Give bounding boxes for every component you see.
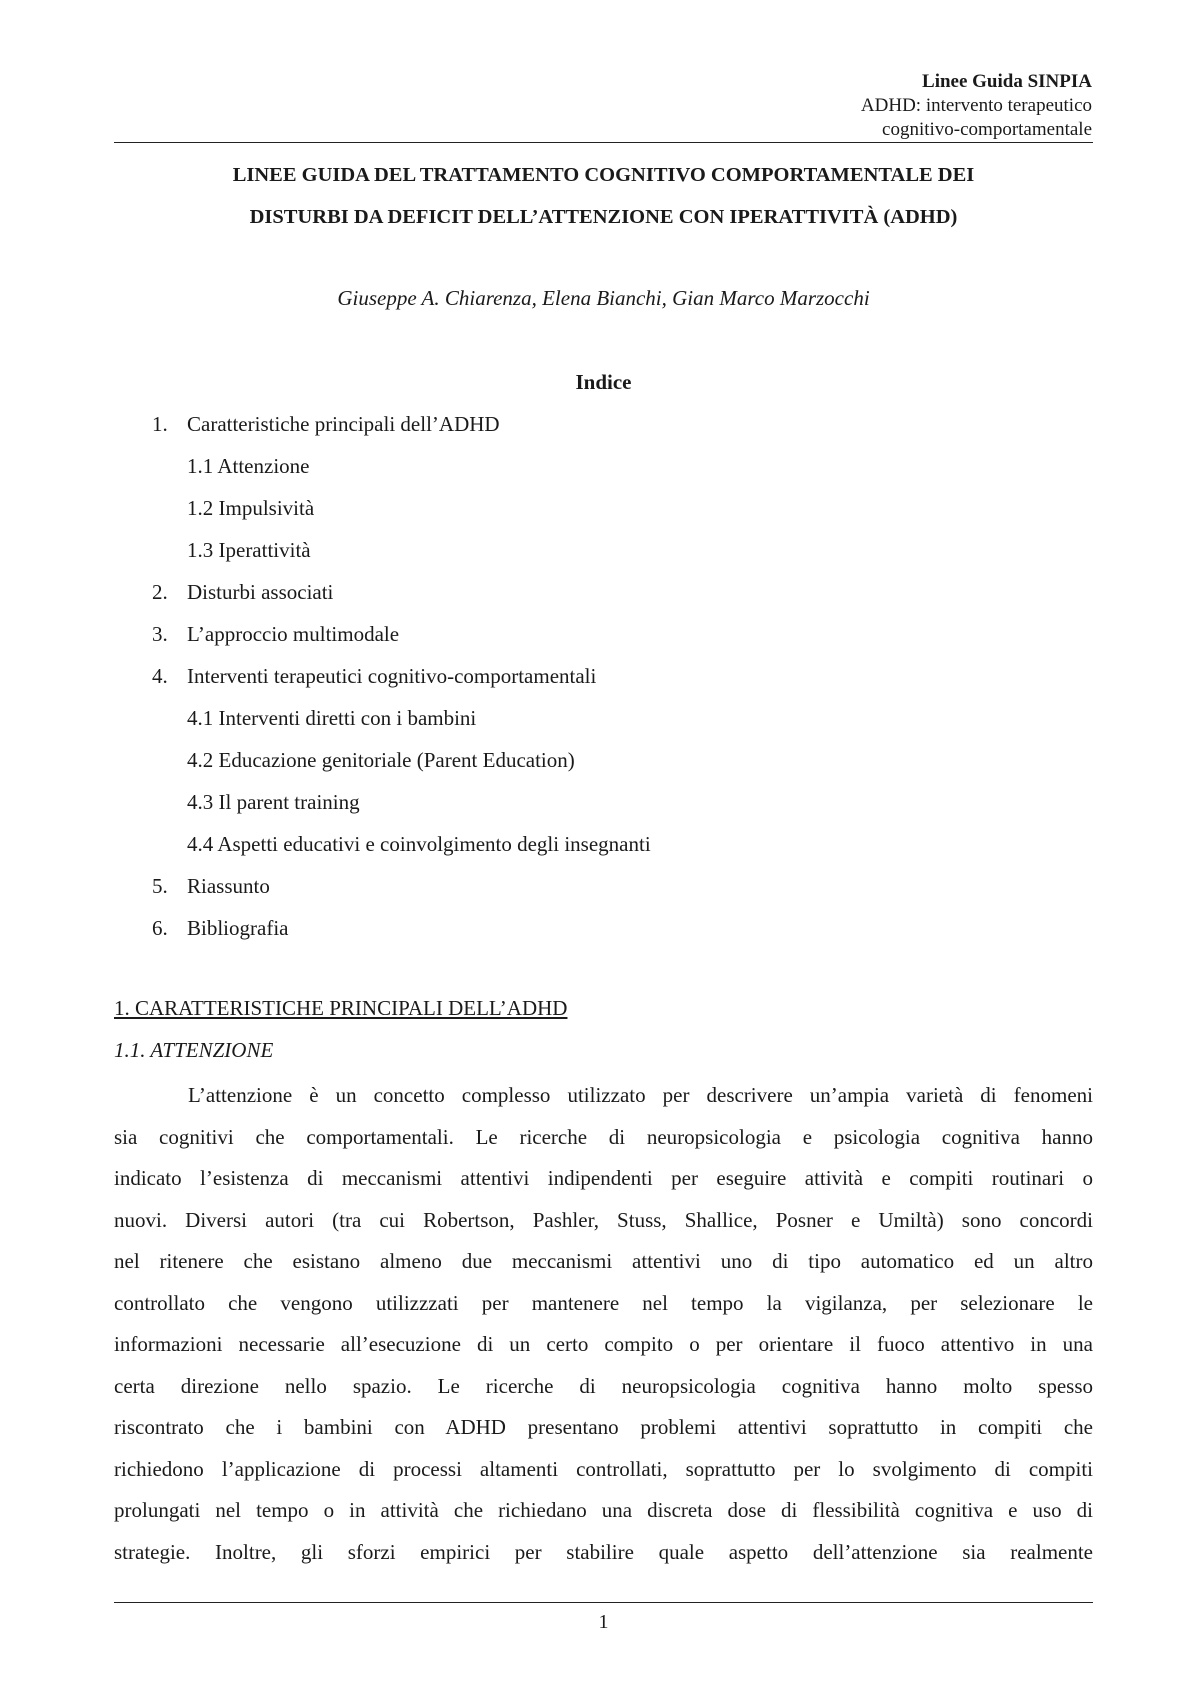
header-brand: Linee Guida SINPIA — [922, 71, 1092, 92]
toc-item — [0, 621, 1200, 663]
header-subtitle-line1: ADHD: intervento terapeutico — [860, 95, 1092, 116]
table-of-contents — [0, 411, 1200, 957]
toc-item-label: Bibliografia — [187, 916, 289, 940]
toc-item — [0, 663, 1200, 705]
toc-item-number: 4. — [152, 664, 168, 688]
paragraph-line: prolungati nel tempo o in attività che richiedano una discreta dose di flessibilità cognitiva e uso di — [114, 1498, 1093, 1522]
section-heading: 1. CARATTERISTICHE PRINCIPALI DELL’ADHD — [114, 996, 568, 1020]
paragraph-line: certa direzione nello spazio. Le ricerche di neuropsicologia cognitiva hanno molto spesso — [114, 1373, 1093, 1398]
page-number: 1 — [598, 1611, 609, 1633]
subsection-heading: 1.1. ATTENZIONE — [114, 1038, 274, 1062]
toc-subitem-label: 1.2 Impulsività — [187, 496, 315, 520]
toc-item-label: Riassunto — [187, 874, 270, 898]
toc-subitem — [0, 495, 1200, 537]
toc-subitem-label: 4.3 Il parent training — [187, 790, 360, 814]
toc-subitem — [0, 537, 1200, 579]
toc-subitem-label: 4.1 Interventi diretti con i bambini — [187, 706, 477, 730]
toc-subitem-label: 1.1 Attenzione — [187, 454, 310, 478]
paragraph-line: nuovi. Diversi autori (tra cui Robertson, Pashler, Stuss, Shallice, Posner e Umiltà) sono concordi — [114, 1207, 1093, 1232]
toc-subitem — [0, 705, 1200, 747]
toc-subitem-label: 4.2 Educazione genitoriale (Parent Education) — [187, 748, 575, 772]
title-line2: DISTURBI DA DEFICIT DELL’ATTENZIONE CON IPERATTIVITÀ (ADHD) — [249, 206, 958, 228]
toc-item-label: Disturbi associati — [187, 580, 334, 604]
toc-subitem — [0, 747, 1200, 789]
toc-item-label: L’approccio multimodale — [187, 622, 400, 646]
paragraph-line: sia cognitivi che comportamentali. Le ricerche di neuropsicologia e psicologia cognitiva hanno — [114, 1124, 1093, 1149]
toc-item — [0, 411, 1200, 453]
authors: Giuseppe A. Chiarenza, Elena Bianchi, Gian Marco Marzocchi — [337, 286, 870, 310]
body-paragraph — [114, 1075, 1093, 1573]
toc-subitem — [0, 453, 1200, 495]
header-subtitle-line2: cognitivo-comportamentale — [882, 119, 1092, 140]
toc-item-number: 3. — [152, 622, 168, 646]
toc-subitem-label: 1.3 Iperattività — [187, 538, 311, 562]
paragraph-line: L’attenzione è un concetto complesso utilizzato per descrivere un’ampia varietà di fenomeni — [188, 1083, 1093, 1107]
paragraph-line: controllato che vengono utilizzzati per mantenere nel tempo la vigilanza, per selezionare le — [114, 1290, 1093, 1315]
toc-item — [0, 579, 1200, 621]
toc-item-label: Caratteristiche principali dell’ADHD — [187, 412, 500, 436]
toc-subitem-label: 4.4 Aspetti educativi e coinvolgimento degli insegnanti — [187, 832, 651, 856]
toc-item-number: 5. — [152, 874, 168, 898]
toc-subitem — [0, 789, 1200, 831]
paragraph-line: nel ritenere che esistano almeno due meccanismi attentivi uno di tipo automatico ed un altro — [114, 1249, 1093, 1273]
paragraph-line: riscontrato che i bambini con ADHD presentano problemi attentivi soprattutto in compiti che — [114, 1415, 1093, 1439]
toc-subitem — [0, 831, 1200, 873]
running-header — [861, 70, 1092, 142]
toc-heading: Indice — [575, 370, 632, 394]
toc-item-number: 6. — [152, 916, 168, 940]
title-line1: LINEE GUIDA DEL TRATTAMENTO COGNITIVO COMPORTAMENTALE DEI — [232, 164, 975, 186]
footer-divider — [114, 1602, 1093, 1603]
paragraph-line: informazioni necessarie all’esecuzione di un certo compito o per orientare il fuoco attentivo in una — [114, 1332, 1093, 1356]
paragraph-line: strategie. Inoltre, gli sforzi empirici per stabilire quale aspetto dell’attenzione sia realmente — [114, 1539, 1093, 1564]
paragraph-line: richiedono l’applicazione di processi altamenti controllati, soprattutto per lo svolgimento di compiti — [114, 1456, 1093, 1481]
toc-item — [0, 873, 1200, 915]
toc-item-label: Interventi terapeutici cognitivo-comportamentali — [187, 664, 597, 688]
toc-item-number: 1. — [152, 412, 168, 436]
paragraph-line: indicato l’esistenza di meccanismi attentivi indipendenti per eseguire attività e compiti routinari o — [114, 1166, 1093, 1190]
toc-item — [0, 915, 1200, 957]
document-title — [114, 154, 1093, 238]
header-divider — [114, 142, 1093, 143]
toc-item-number: 2. — [152, 580, 168, 604]
